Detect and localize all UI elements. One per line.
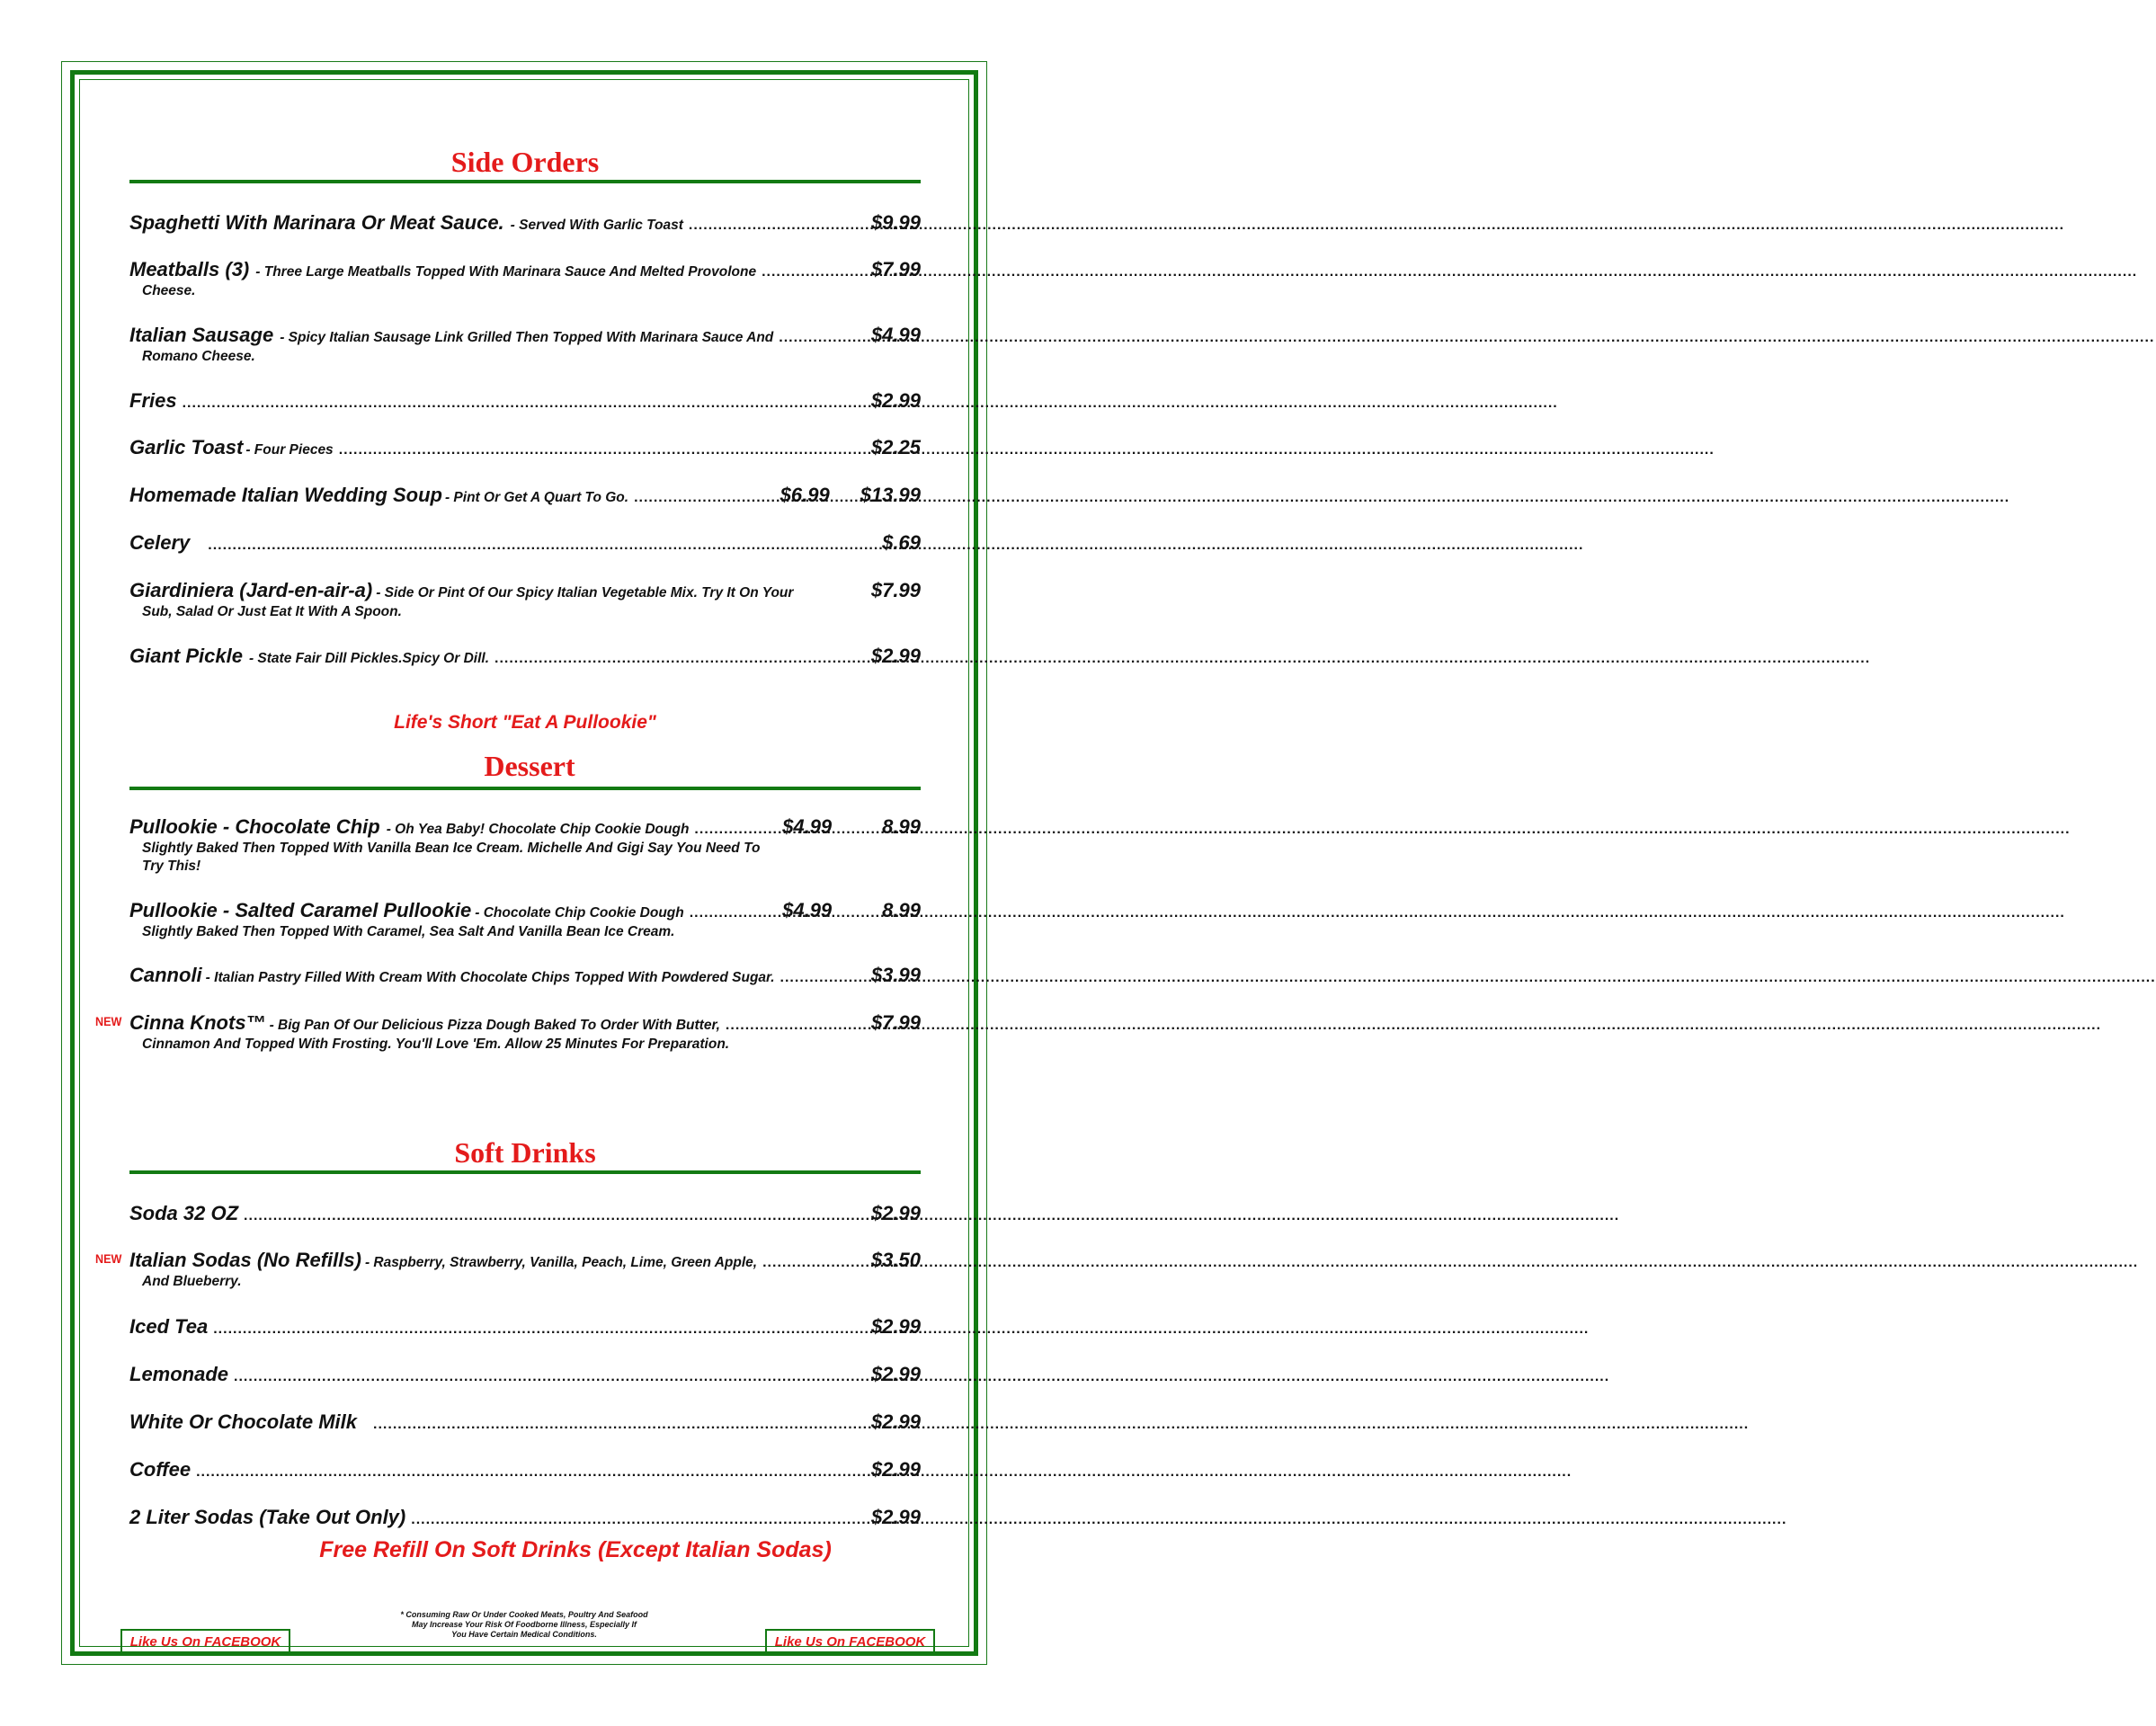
item-description: - Three Large Meatballs Topped With Marinara Sauce And Melted Provolone [255, 264, 757, 280]
item-description: - Side Or Pint Of Our Spicy Italian Vegetable Mix. Try It On Your [376, 585, 794, 601]
facebook-link-right[interactable]: Like Us On FACEBOOK [765, 1629, 935, 1656]
item-description-cont: Slightly Baked Then Topped With Caramel, Sea Salt And Vanilla Bean Ice Cream. [142, 924, 675, 939]
item-price: $2.99 [870, 1315, 921, 1338]
item-price: $4.99 [782, 815, 833, 838]
menu-item [129, 323, 921, 366]
item-price: $2.99 [870, 1363, 921, 1385]
item-price: $2.99 [870, 645, 921, 667]
menu-item [129, 578, 921, 621]
item-price: $.69 [882, 531, 921, 554]
item-name: Spaghetti With Marinara Or Meat Sauce. [129, 211, 504, 234]
item-price-large: $13.99 [860, 484, 921, 506]
item-price-large: 8.99 [882, 899, 921, 921]
menu-item [129, 1010, 921, 1054]
dot-leader [244, 1208, 868, 1224]
item-name: Iced Tea [129, 1315, 209, 1338]
item-price-large: 8.99 [882, 815, 921, 838]
item-price: $6.99 [780, 484, 830, 506]
item-name: Fries [129, 389, 177, 412]
item-name: Giant Pickle [129, 645, 243, 667]
dot-leader [690, 905, 779, 921]
item-description: - Raspberry, Strawberry, Vanilla, Peach, Lime, Green Apple, [364, 1255, 758, 1270]
dot-leader [339, 442, 868, 458]
dot-leader [494, 651, 868, 667]
facebook-link-left[interactable]: Like Us On FACEBOOK [120, 1629, 290, 1656]
item-price: $4.99 [870, 324, 921, 346]
menu-item [129, 963, 921, 988]
menu-item [129, 388, 921, 414]
item-price: $2.99 [870, 1202, 921, 1224]
item-price: $2.25 [870, 436, 921, 458]
menu-item [129, 257, 921, 300]
item-description: - Chocolate Chip Cookie Dough [475, 905, 684, 921]
dot-leader [634, 490, 777, 506]
item-price: $7.99 [870, 579, 921, 601]
side-orders-heading: Side Orders [450, 146, 600, 178]
item-description: - Italian Pastry Filled With Cream With Chocolate Chips Topped With Powdered Sugar. [205, 970, 775, 985]
item-name: Giardiniera (Jard-en-air-a) [129, 579, 373, 601]
dot-leader [183, 396, 868, 412]
item-description-cont: Romano Cheese. [142, 349, 255, 364]
side-orders-rule [129, 180, 921, 183]
item-price: $3.99 [870, 964, 921, 986]
dot-leader [762, 264, 868, 280]
disclaimer-line: May Increase Your Risk Of Foodborne Illness, Especially If [411, 1620, 637, 1629]
item-price: $2.99 [870, 1410, 921, 1433]
menu-item [129, 435, 921, 460]
item-description-cont: Cinnamon And Topped With Frosting. You'll Love 'Em. Allow 25 Minutes For Preparation. [142, 1036, 730, 1052]
dessert-rule [129, 787, 921, 790]
item-price: $3.50 [870, 1249, 921, 1271]
item-name: White Or Chocolate Milk [129, 1410, 358, 1433]
item-name: Lemonade [129, 1363, 229, 1385]
item-name: Cinna Knots™ [129, 1011, 266, 1034]
dot-leader [373, 1417, 868, 1433]
item-name: Coffee [129, 1458, 192, 1481]
menu-item [129, 1201, 921, 1226]
item-price: $7.99 [870, 1011, 921, 1034]
dot-leader [762, 1255, 868, 1271]
menu-item [129, 644, 921, 669]
item-name: Pullookie - Salted Caramel Pullookie [129, 899, 472, 921]
menu-item [129, 898, 921, 941]
soft-drinks-rule [129, 1170, 921, 1174]
food-safety-disclaimer [378, 1610, 671, 1640]
new-badge: NEW [95, 1014, 122, 1028]
menu-item [129, 1410, 921, 1435]
menu-item [129, 1457, 921, 1482]
item-name: Cannoli [129, 964, 202, 986]
item-description: - Pint Or Get A Quart To Go. [444, 490, 629, 505]
free-refill-note: Free Refill On Soft Drinks (Except Italian Sodas) [319, 1537, 832, 1562]
dot-leader [689, 218, 868, 234]
item-price: $4.99 [782, 899, 833, 921]
new-badge: NEW [95, 1251, 122, 1266]
item-name: Garlic Toast [129, 436, 244, 458]
disclaimer-line: You Have Certain Medical Conditions. [451, 1630, 597, 1639]
item-name: Italian Sodas (No Refills) [129, 1249, 361, 1271]
dot-leader [213, 1321, 868, 1338]
menu-item [129, 210, 921, 236]
menu-item [129, 1248, 921, 1291]
item-price: $7.99 [870, 258, 921, 280]
menu-item [129, 1314, 921, 1339]
item-description-cont: Slightly Baked Then Topped With Vanilla Bean Ice Cream. Michelle And Gigi Say You Need To [142, 841, 761, 856]
item-description-cont: And Blueberry. [142, 1274, 242, 1289]
menu-item [129, 814, 921, 876]
item-name: Homemade Italian Wedding Soup [129, 484, 442, 506]
item-description-cont: Sub, Salad Or Just Eat It With A Spoon. [142, 604, 402, 619]
item-description: - Big Pan Of Our Delicious Pizza Dough Baked To Order With Butter, [269, 1018, 720, 1033]
item-description: - Served With Garlic Toast [510, 218, 683, 233]
menu-item [129, 1505, 921, 1530]
item-description: - State Fair Dill Pickles.Spicy Or Dill. [248, 651, 489, 666]
menu-item [129, 530, 921, 556]
item-price: $2.99 [870, 389, 921, 412]
disclaimer-line: * Consuming Raw Or Under Cooked Meats, Poultry And Seafood [400, 1610, 648, 1619]
dot-leader [234, 1369, 868, 1385]
soft-drinks-heading: Soft Drinks [454, 1136, 596, 1169]
slogan: Life's Short "Eat A Pullookie" [394, 712, 656, 733]
dot-leader [694, 822, 779, 838]
dot-leader [779, 330, 868, 346]
item-price: $2.99 [870, 1506, 921, 1528]
item-description: - Oh Yea Baby! Chocolate Chip Cookie Dough [386, 822, 690, 837]
item-description: - Four Pieces [245, 442, 334, 458]
dot-leader [780, 970, 868, 986]
dessert-heading: Dessert [484, 750, 575, 782]
dot-leader [196, 1464, 868, 1481]
item-name: Italian Sausage [129, 324, 274, 346]
item-name: Pullookie - Chocolate Chip [129, 815, 380, 838]
item-name: Soda 32 OZ [129, 1202, 239, 1224]
item-name: Celery [129, 531, 191, 554]
item-price: $2.99 [870, 1458, 921, 1481]
item-description-cont: Cheese. [142, 283, 196, 298]
item-name: Meatballs (3) [129, 258, 250, 280]
menu-item [129, 1362, 921, 1387]
item-description-cont: Try This! [142, 859, 201, 874]
item-price: $9.99 [870, 211, 921, 234]
item-description: - Spicy Italian Sausage Link Grilled Then Topped With Marinara Sauce And [280, 330, 774, 345]
dot-leader [411, 1512, 868, 1528]
dot-leader [208, 538, 878, 554]
menu-item [129, 483, 921, 508]
item-name: 2 Liter Sodas (Take Out Only) [129, 1506, 406, 1528]
dot-leader [726, 1018, 868, 1034]
